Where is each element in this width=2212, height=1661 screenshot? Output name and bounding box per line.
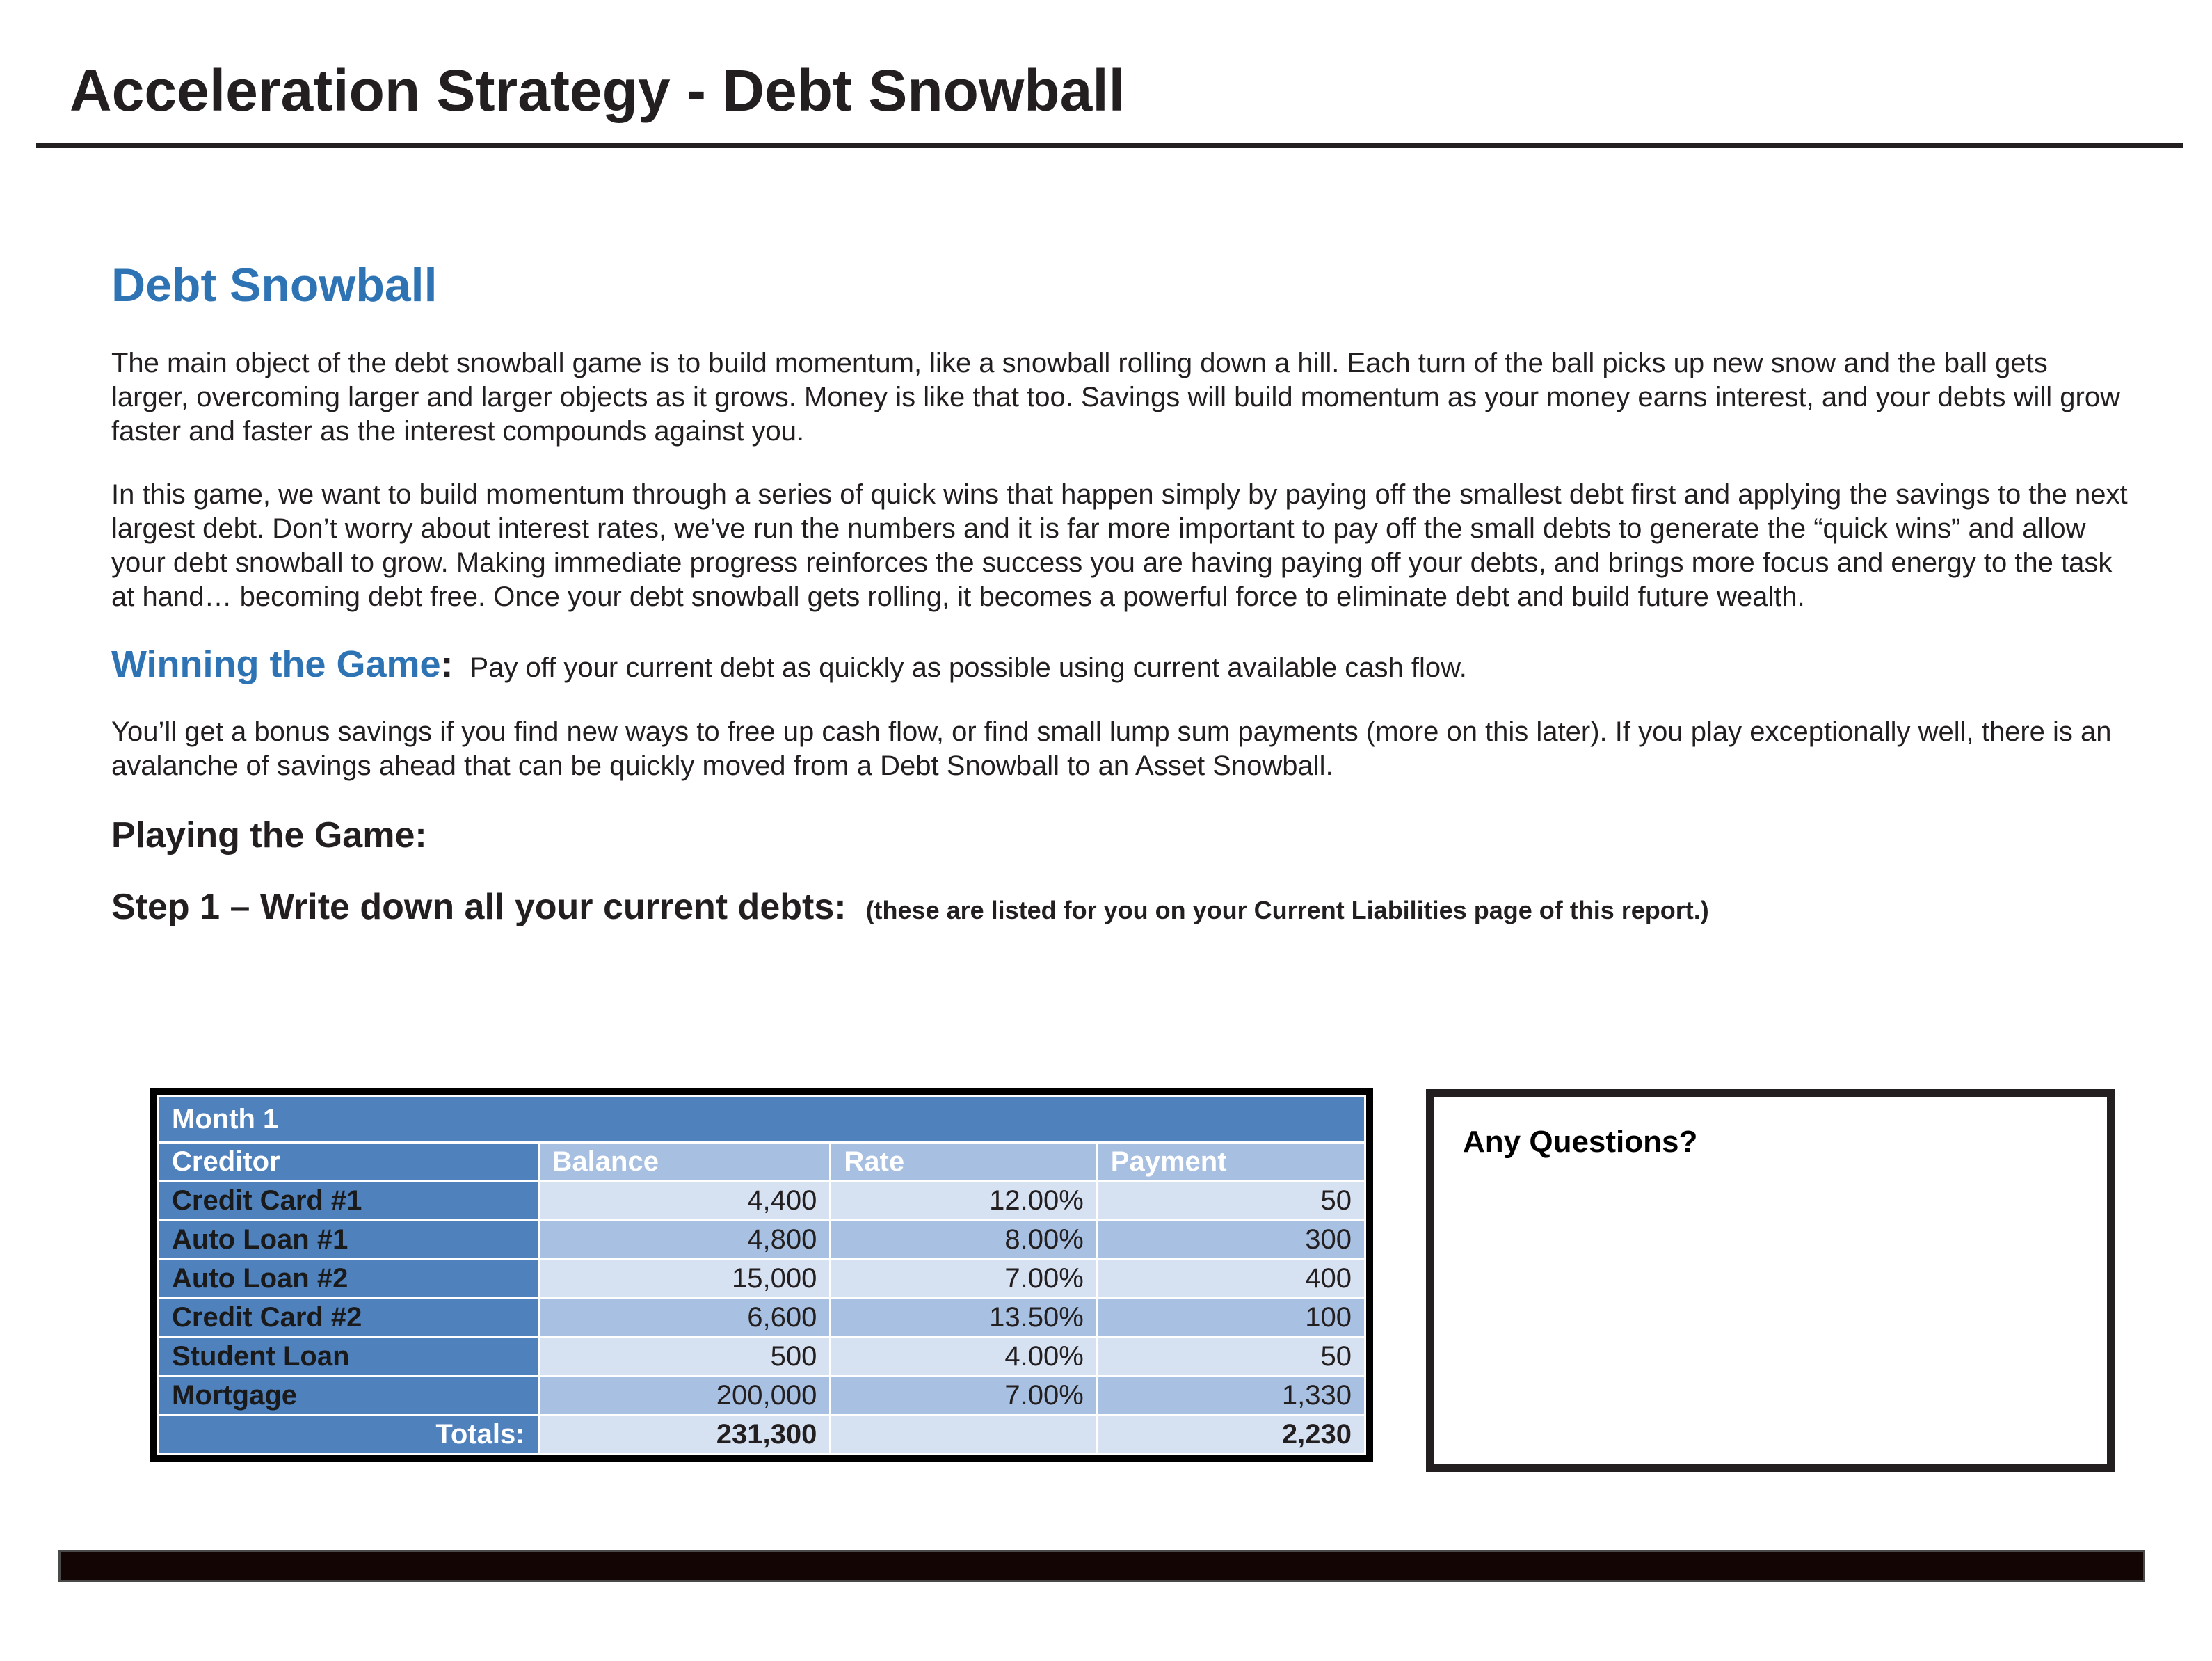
step-1-note: (these are listed for you on your Current Liabilities page of this report.) [865, 896, 1709, 925]
creditor-cell: Credit Card #2 [159, 1299, 539, 1338]
totals-label: Totals: [159, 1415, 539, 1454]
totals-payment: 2,230 [1097, 1415, 1365, 1454]
rate-cell: 7.00% [831, 1377, 1097, 1415]
winning-heading: Winning the Game [111, 643, 441, 685]
intro-paragraph-1: The main object of the debt snowball game is to build momentum, like a snowball rolling down a hill. Each turn of the ball picks up new snow and the ball gets larger, overcoming larger and larger objects as it grows. Money is like that too. Savings will build momentum as your money earns interest, and your debts will grow faster and faster as the interest compounds against you. [111, 347, 2120, 447]
table-month-row [159, 1096, 1365, 1143]
debt-table-frame [150, 1088, 1373, 1462]
balance-cell: 4,400 [538, 1182, 831, 1221]
payment-cell: 50 [1097, 1338, 1365, 1377]
rate-cell: 13.50% [831, 1299, 1097, 1338]
winning-colon: : [440, 643, 454, 685]
debt-table [157, 1095, 1366, 1455]
rate-cell: 4.00% [831, 1338, 1097, 1377]
payment-cell: 300 [1097, 1221, 1365, 1260]
table-row [159, 1377, 1365, 1415]
header-balance: Balance [538, 1143, 831, 1182]
balance-cell: 4,800 [538, 1221, 831, 1260]
bonus-paragraph: You’ll get a bonus savings if you find new ways to free up cash flow, or find small lump sum payments (more on this later). If you play exceptionally well, there is an avalanche of savings ahead that can be quickly moved from a Debt Snowball to an Asset Snowball. [111, 716, 2112, 781]
payment-cell: 400 [1097, 1260, 1365, 1299]
creditor-cell: Mortgage [159, 1377, 539, 1415]
balance-cell: 500 [538, 1338, 831, 1377]
month-label: Month 1 [159, 1096, 1365, 1143]
table-row [159, 1338, 1365, 1377]
questions-label: Any Questions? [1463, 1125, 1698, 1159]
table-row [159, 1182, 1365, 1221]
payment-cell: 1,330 [1097, 1377, 1365, 1415]
totals-balance: 231,300 [538, 1415, 831, 1454]
table-header-row [159, 1143, 1365, 1182]
table-row [159, 1221, 1365, 1260]
intro-paragraph-2: In this game, we want to build momentum through a series of quick wins that happen simply by paying off the smallest debt first and applying the savings to the next largest debt. Don’t worry about interest rates, we’ve run the numbers and it is far more important to pay off the small debts to generate the “quick wins” and allow your debt snowball to grow. Making immediate progress reinforces the success you are having paying off your debts, and brings more focus and energy to the task at hand… becoming debt free. Once your debt snowball gets rolling, it becomes a powerful force to eliminate debt and build future wealth. [111, 479, 2128, 612]
winning-the-game-line [111, 643, 2129, 689]
table-row [159, 1299, 1365, 1338]
winning-text: Pay off your current debt as quickly as possible using current available cash flow. [470, 652, 1467, 683]
header-rate: Rate [831, 1143, 1097, 1182]
balance-cell: 15,000 [538, 1260, 831, 1299]
questions-box [1426, 1089, 2115, 1472]
creditor-cell: Auto Loan #2 [159, 1260, 539, 1299]
step-1-heading [111, 884, 2129, 931]
playing-heading: Playing the Game: [111, 815, 427, 856]
section-heading-debt-snowball: Debt Snowball [111, 259, 438, 312]
table-totals-row [159, 1415, 1365, 1454]
totals-rate [831, 1415, 1097, 1454]
balance-cell: 200,000 [538, 1377, 831, 1415]
creditor-cell: Credit Card #1 [159, 1182, 539, 1221]
step-1-title: Step 1 – Write down all your current debts: [111, 887, 847, 928]
payment-cell: 100 [1097, 1299, 1365, 1338]
creditor-cell: Student Loan [159, 1338, 539, 1377]
title-divider [36, 143, 2183, 148]
footer-bar [58, 1550, 2145, 1582]
rate-cell: 8.00% [831, 1221, 1097, 1260]
main-content [111, 257, 2129, 931]
rate-cell: 7.00% [831, 1260, 1097, 1299]
table-row [159, 1260, 1365, 1299]
creditor-cell: Auto Loan #1 [159, 1221, 539, 1260]
header-payment: Payment [1097, 1143, 1365, 1182]
rate-cell: 12.00% [831, 1182, 1097, 1221]
balance-cell: 6,600 [538, 1299, 831, 1338]
page-title: Acceleration Strategy - Debt Snowball [70, 58, 1125, 123]
payment-cell: 50 [1097, 1182, 1365, 1221]
header-creditor: Creditor [159, 1143, 539, 1182]
